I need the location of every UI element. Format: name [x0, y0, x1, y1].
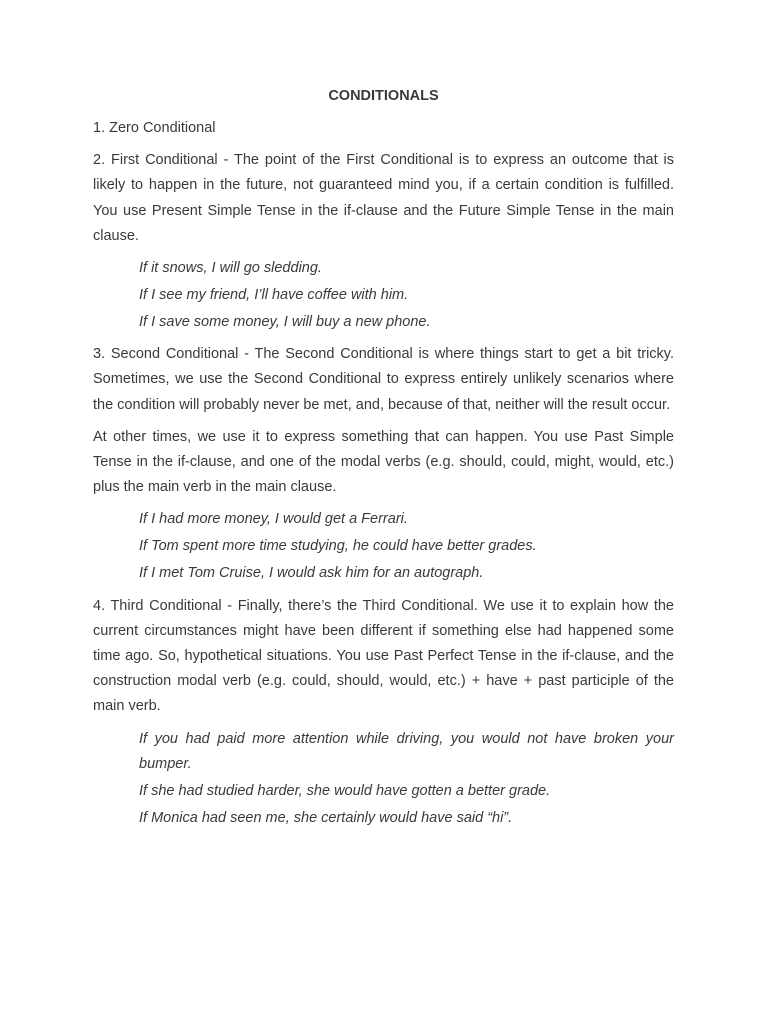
example-sentence: If I met Tom Cruise, I would ask him for an autograph. [139, 565, 484, 582]
first-conditional-paragraph: 2. First Conditional - The point of the First Conditional is to express an outcome that is likely to happen in the future, not guaranteed mind you, if a certain condition is fulfilled. You use Present Simple Tense in the if-clause and the Future Simple Tense in the main clause. [93, 152, 674, 244]
third-conditional-examples [139, 727, 674, 831]
example-sentence: If I see my friend, I’ll have coffee with him. [139, 287, 409, 304]
zero-conditional-heading: 1. Zero Conditional [93, 120, 216, 136]
document-page [93, 84, 674, 838]
second-conditional-examples [139, 507, 674, 586]
second-conditional-paragraph-2: At other times, we use it to express something that can happen. You use Past Simple Tense in the if-clause, and one of the modal verbs (e.g. should, could, might, would, etc.) plus the main verb in the main clause. [93, 428, 674, 496]
example-sentence: If you had paid more attention while driving, you would not have broken your bumper. [139, 730, 674, 772]
page-title: CONDITIONALS [328, 88, 439, 104]
example-sentence: If Tom spent more time studying, he could have better grades. [139, 538, 537, 555]
example-sentence: If Monica had seen me, she certainly would have said “hi”. [139, 809, 513, 826]
example-sentence: If I had more money, I would get a Ferrari. [139, 511, 408, 528]
first-conditional-examples [139, 256, 674, 335]
example-sentence: If she had studied harder, she would have gotten a better grade. [139, 782, 551, 799]
example-sentence: If I save some money, I will buy a new phone. [139, 314, 431, 331]
second-conditional-paragraph: 3. Second Conditional - The Second Conditional is where things start to get a bit tricky. Sometimes, we use the Second Conditional to express entirely unlikely scenarios where the condition will probably never be met, and, because of that, neither will the result occur. [93, 346, 674, 413]
third-conditional-paragraph: 4. Third Conditional - Finally, there’s the Third Conditional. We use it to explain how the current circumstances might have been different if something else had happened some time ago. So, hypothetical situations. You use Past Perfect Tense in the if-clause, and the construction modal verb (e.g. could, should, would, etc.) + have + past participle of the main verb. [93, 597, 674, 715]
example-sentence: If it snows, I will go sledding. [139, 260, 322, 277]
